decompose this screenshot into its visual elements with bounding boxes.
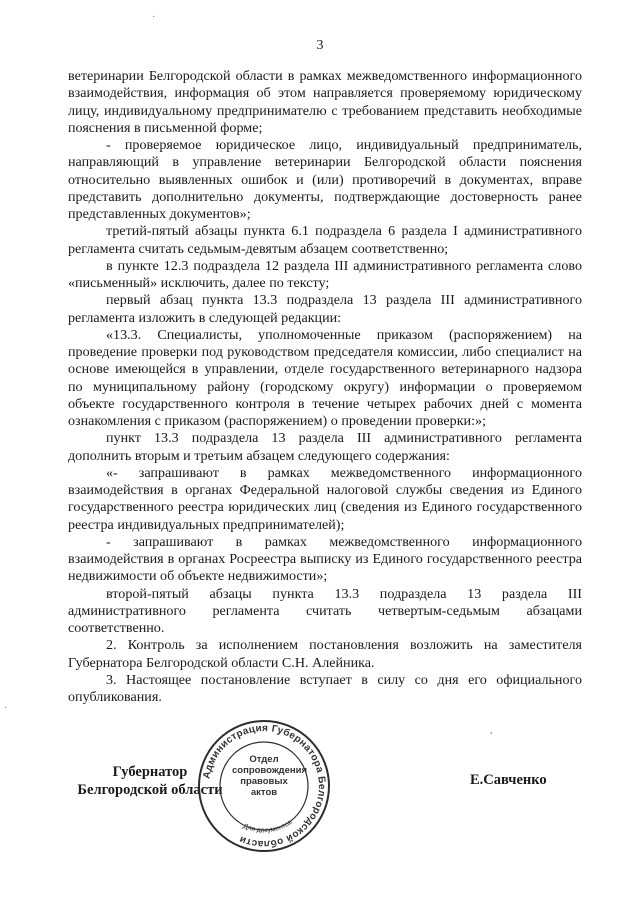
paragraph: 3. Настоящее постановление вступает в силу со дня его официального опубликования. [68, 671, 582, 705]
scan-speck: · [152, 12, 156, 23]
signatory-title-line1: Губернатор [112, 764, 188, 780]
signatory-name: Е.Савченко [470, 772, 547, 788]
official-stamp [196, 718, 332, 854]
paragraph: первый абзац пункта 13.3 подраздела 13 раздела III административного регламента изложить в следующей редакции: [68, 292, 582, 326]
paragraph: - запрашивают в рамках межведомственного информационного взаимодействия в органах Росреестра выписку из Единого государственного реестра недвижимости об объекте недвижимости»; [68, 533, 582, 585]
paragraph: 2. Контроль за исполнением постановления возложить на заместителя Губернатора Белгородской области С.Н. Алейника. [68, 637, 582, 671]
stamp-line: актов [250, 787, 278, 798]
scan-speck: · [4, 703, 8, 714]
document-body [68, 68, 582, 706]
svg-text:Для документов: Для документов [241, 818, 294, 835]
stamp-line: Отдел [249, 754, 279, 765]
paragraph: второй-пятый абзацы пункта 13.3 подраздела 13 раздела III административного регламента считать четвертым-седьмым абзацами соответственно. [68, 585, 582, 636]
signatory-title-line2: Белгородской области [77, 782, 223, 798]
paragraph: «13.3. Специалисты, уполномоченные приказом (распоряжением) на проведение проверки под руководством председателя комиссии, либо специалист на основе имеющейся в управлении, отделе государственного ветеринарного надзора по муниципальному району (городскому округу) информации о проверяемом объекте государственного контроля в течение четырех рабочих дней с момента ознакомления с приказом (распоряжением) о проведении проверки:»; [68, 326, 582, 429]
stamp-line: сопровождения [232, 765, 307, 776]
page-number: 3 [316, 38, 324, 53]
paragraph: «- запрашивают в рамках межведомственного информационного взаимодействия в органах Федеральной налоговой службы сведения из Единого государственного реестра юридических лиц (сведения из Единого государственного реестра индивидуальных предпринимателей); [68, 464, 582, 533]
stamp-line: правовых [240, 776, 288, 787]
svg-text:Администрация Губернатора Белг: Администрация Губернатора Белгородской области [201, 722, 328, 850]
scan-speck: , [490, 725, 493, 736]
stamp-center-text [232, 754, 307, 818]
paragraph: - проверяемое юридическое лицо, индивидуальный предприниматель, направляющий в управление ветеринарии Белгородской области пояснения относительно выявленных ошибок и (или) противоречий в документах, вправе представить дополнительно документы, подтверждающие достоверность ранее представленных документов»; [68, 137, 582, 222]
paragraph: ветеринарии Белгородской области в рамках межведомственного информационного взаимодействия, информация об этом направляется проверяемому юридическому лицу, индивидуальному предпринимателю с требованием представить необходимые пояснения в письменной форме; [68, 68, 582, 136]
paragraph: пункт 13.3 подраздела 13 раздела III административного регламента дополнить вторым и третьим абзацем следующего содержания: [68, 430, 582, 464]
paragraph: в пункте 12.3 подраздела 12 раздела III административного регламента слово «письменный» исключить, далее по тексту; [68, 257, 582, 291]
paragraph: третий-пятый абзацы пункта 6.1 подраздела 6 раздела I административного регламента считать седьмым-девятым абзацем соответственно; [68, 223, 582, 257]
